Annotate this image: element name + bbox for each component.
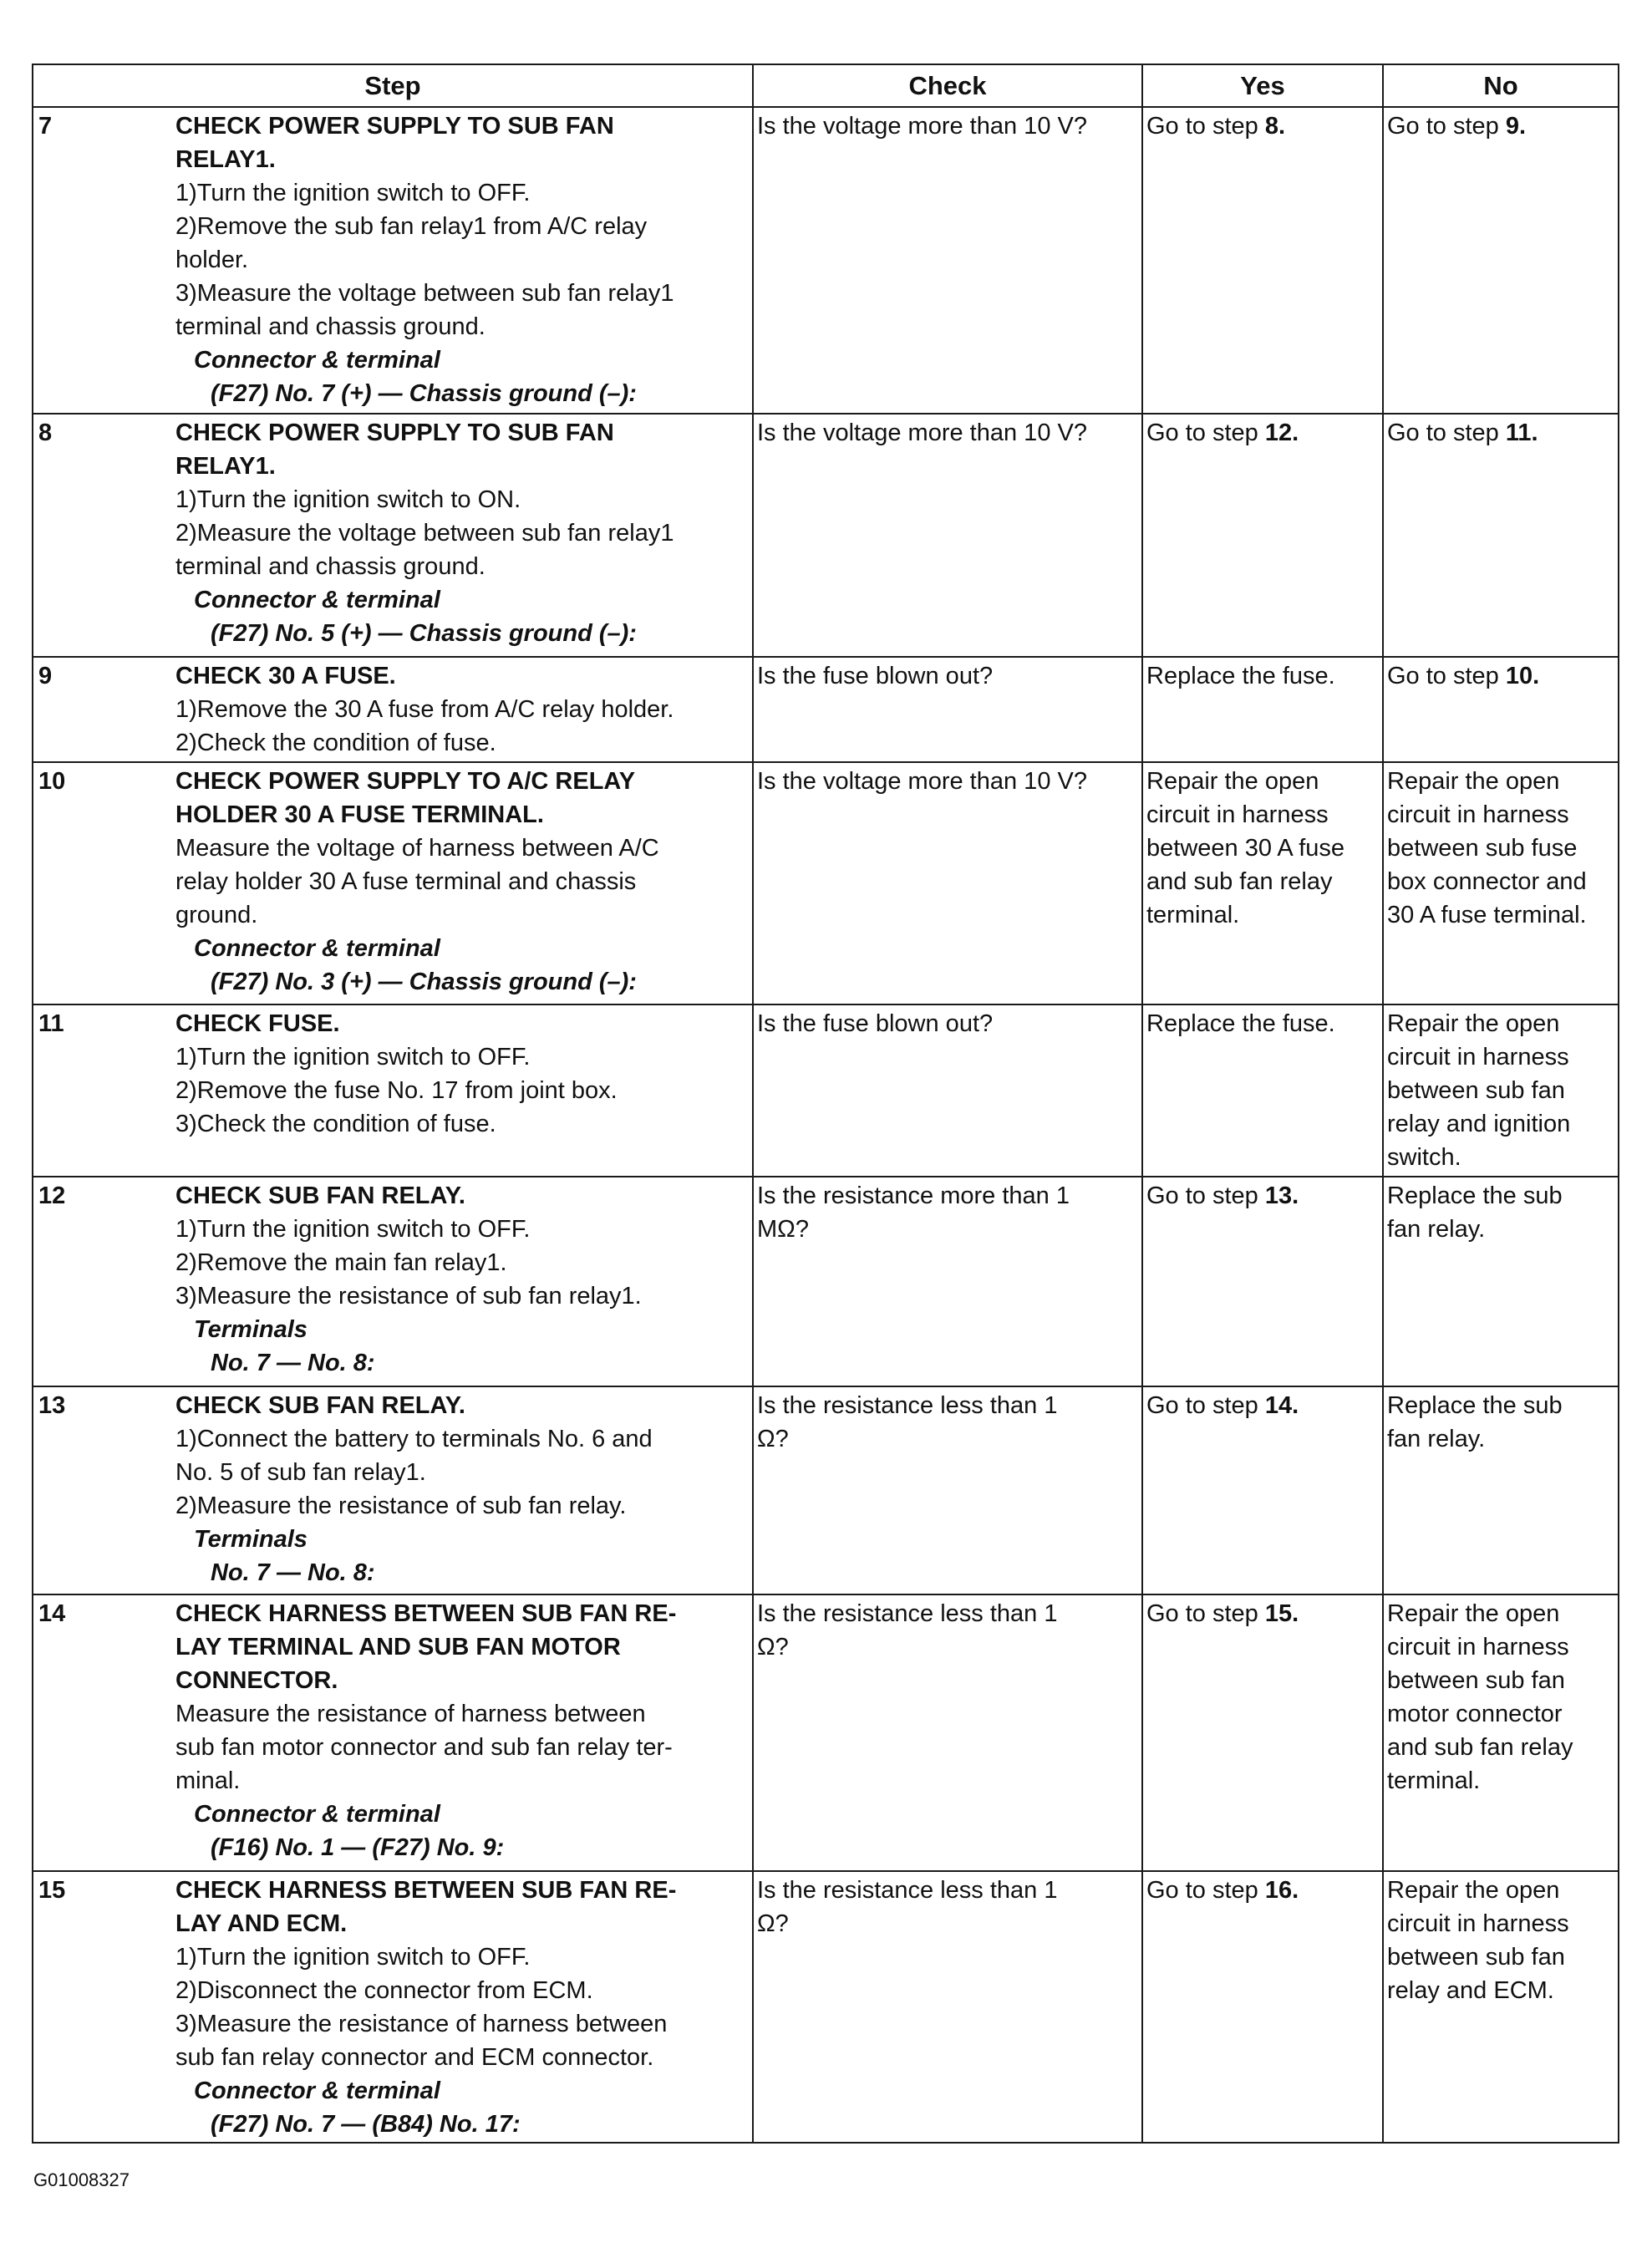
table-row — [33, 1004, 1619, 1177]
no-step-ref: 9. — [1505, 113, 1527, 140]
step-instruction-line: holder. — [175, 247, 249, 273]
no-line: relay and ignition — [1387, 1111, 1571, 1137]
step-cell — [33, 762, 753, 1004]
yes-line — [1146, 1597, 1379, 1630]
check-line: Is the resistance more than 1 — [757, 1182, 1070, 1209]
check-line: Is the voltage more than 10 V? — [757, 420, 1087, 446]
step-instruction-line: 1)Connect the battery to terminals No. 6 and — [175, 1426, 653, 1452]
no-content — [1384, 1595, 1618, 1798]
check-content — [754, 1387, 1141, 1456]
step-number: 7 — [38, 113, 53, 140]
yes-step-ref: 16. — [1264, 1877, 1299, 1904]
step-content — [33, 658, 752, 760]
table-row — [33, 107, 1619, 414]
step-instruction-line: 1)Turn the ignition switch to OFF. — [175, 1044, 531, 1071]
step-instruction-line: 3)Measure the resistance of sub fan relay1. — [175, 1283, 642, 1310]
check-line: Is the resistance less than 1 — [757, 1392, 1058, 1419]
yes-line — [1146, 1874, 1379, 1907]
step-title-line: RELAY1. — [175, 146, 276, 173]
step-instruction-line: 3)Measure the voltage between sub fan relay1 — [175, 280, 674, 307]
step-cell — [33, 1594, 753, 1871]
yes-line: circuit in harness — [1146, 801, 1329, 828]
step-instruction-line: sub fan motor connector and sub fan relay ter- — [175, 1734, 673, 1761]
step-cell — [33, 1004, 753, 1177]
yes-step-ref: 12. — [1264, 420, 1299, 446]
no-content — [1384, 763, 1618, 932]
check-line: Is the voltage more than 10 V? — [757, 768, 1087, 795]
yes-content — [1143, 1872, 1382, 1907]
header-no: No — [1383, 64, 1619, 107]
step-instruction-line: terminal and chassis ground. — [175, 553, 485, 580]
no-cell — [1383, 1177, 1619, 1386]
check-content — [754, 658, 1141, 693]
step-instruction-line: 1)Turn the ignition switch to OFF. — [175, 1944, 531, 1971]
no-cell — [1383, 762, 1619, 1004]
step-content — [33, 1177, 752, 1380]
no-line: between sub fan — [1387, 1667, 1565, 1694]
step-instruction-line: No. 5 of sub fan relay1. — [175, 1459, 426, 1486]
yes-text: Go to step — [1146, 1392, 1265, 1419]
step-title-line: RELAY1. — [175, 453, 276, 480]
check-content — [754, 1872, 1141, 1940]
step-instruction-line: sub fan relay connector and ECM connector. — [175, 2044, 654, 2071]
step-instruction-line: 1)Turn the ignition switch to ON. — [175, 486, 521, 513]
step-content — [33, 108, 752, 410]
step-title-line: CHECK SUB FAN RELAY. — [175, 1182, 465, 1209]
yes-line — [1146, 416, 1379, 450]
no-content — [1384, 1005, 1618, 1174]
diagnostic-table — [32, 64, 1619, 2144]
check-cell — [753, 1871, 1142, 2143]
no-content — [1384, 658, 1618, 693]
yes-content — [1143, 1177, 1382, 1213]
no-content — [1384, 414, 1618, 450]
no-line: 30 A fuse terminal. — [1387, 902, 1587, 928]
step-cell — [33, 414, 753, 657]
yes-cell — [1142, 1594, 1383, 1871]
step-instruction-line: 2)Remove the sub fan relay1 from A/C relay — [175, 213, 648, 240]
step-title-line: CHECK HARNESS BETWEEN SUB FAN RE- — [175, 1600, 677, 1627]
step-number: 11 — [38, 1010, 64, 1037]
step-instruction-line: 2)Measure the resistance of sub fan relay. — [175, 1493, 627, 1519]
no-line: Repair the open — [1387, 768, 1560, 795]
step-cell — [33, 1386, 753, 1594]
no-content — [1384, 1177, 1618, 1246]
step-title-line: CHECK POWER SUPPLY TO SUB FAN — [175, 113, 614, 140]
no-line: between sub fan — [1387, 1077, 1565, 1104]
check-cell — [753, 1594, 1142, 1871]
step-terminal-spec: (F27) No. 3 (+) — Chassis ground (–): — [211, 969, 637, 995]
step-cell — [33, 107, 753, 414]
check-cell — [753, 107, 1142, 414]
check-content — [754, 1005, 1141, 1040]
no-line — [1387, 416, 1614, 450]
no-line: switch. — [1387, 1144, 1461, 1171]
no-line: fan relay. — [1387, 1216, 1486, 1243]
no-line: Repair the open — [1387, 1010, 1560, 1037]
yes-line: Replace the fuse. — [1146, 663, 1335, 689]
step-subheading: Connector & terminal — [194, 1801, 440, 1828]
step-content — [33, 1872, 752, 2141]
step-instruction-line: terminal and chassis ground. — [175, 313, 485, 340]
step-content — [33, 763, 752, 999]
step-instruction-line: 3)Measure the resistance of harness between — [175, 2011, 668, 2037]
no-line: circuit in harness — [1387, 1634, 1569, 1661]
no-content — [1384, 1387, 1618, 1456]
step-instruction-line: Measure the voltage of harness between A/C — [175, 835, 659, 862]
step-body — [175, 1387, 752, 1589]
step-cell — [33, 1871, 753, 2143]
yes-content — [1143, 414, 1382, 450]
step-instruction-line: 1)Remove the 30 A fuse from A/C relay holder. — [175, 696, 674, 723]
step-instruction-line: 2)Check the condition of fuse. — [175, 730, 496, 756]
step-number: 9 — [38, 663, 53, 689]
yes-line: Replace the fuse. — [1146, 1010, 1335, 1037]
no-cell — [1383, 657, 1619, 762]
no-line — [1387, 659, 1614, 693]
step-content — [33, 1005, 752, 1141]
no-content — [1384, 108, 1618, 143]
check-cell — [753, 1177, 1142, 1386]
check-content — [754, 1177, 1141, 1246]
step-title-line: CHECK HARNESS BETWEEN SUB FAN RE- — [175, 1877, 677, 1904]
yes-step-ref: 13. — [1264, 1182, 1299, 1209]
check-line: Is the resistance less than 1 — [757, 1600, 1058, 1627]
step-instruction-line: Measure the resistance of harness between — [175, 1701, 646, 1727]
no-cell — [1383, 1594, 1619, 1871]
no-line: Repair the open — [1387, 1877, 1560, 1904]
step-subheading: Connector & terminal — [194, 347, 440, 374]
step-subheading: Connector & terminal — [194, 935, 440, 962]
step-body — [175, 414, 752, 650]
yes-line: Repair the open — [1146, 768, 1319, 795]
no-line: relay and ECM. — [1387, 1977, 1554, 2004]
step-number: 13 — [38, 1392, 66, 1419]
yes-content — [1143, 1595, 1382, 1630]
step-title-line: CHECK POWER SUPPLY TO A/C RELAY — [175, 768, 636, 795]
no-step-ref: 10. — [1505, 663, 1540, 689]
yes-line: and sub fan relay — [1146, 868, 1333, 895]
no-line: motor connector — [1387, 1701, 1563, 1727]
check-content — [754, 414, 1141, 450]
table-row — [33, 1386, 1619, 1594]
step-instruction-line: minal. — [175, 1767, 241, 1794]
step-body — [175, 1005, 752, 1141]
no-line: and sub fan relay — [1387, 1734, 1573, 1761]
step-title-line: CONNECTOR. — [175, 1667, 338, 1694]
no-line: Replace the sub — [1387, 1392, 1563, 1419]
check-cell — [753, 762, 1142, 1004]
yes-line: terminal. — [1146, 902, 1240, 928]
step-subheading: Terminals — [194, 1316, 308, 1343]
table-body — [33, 107, 1619, 2143]
yes-content — [1143, 1005, 1382, 1040]
no-line: circuit in harness — [1387, 1044, 1569, 1071]
step-body — [175, 1872, 752, 2141]
yes-text: Go to step — [1146, 1600, 1265, 1627]
step-number: 12 — [38, 1182, 66, 1209]
no-line: circuit in harness — [1387, 801, 1569, 828]
check-line: MΩ? — [757, 1216, 809, 1243]
step-terminal-spec: (F27) No. 5 (+) — Chassis ground (–): — [211, 620, 637, 647]
no-line: terminal. — [1387, 1767, 1481, 1794]
step-instruction-line: 2)Measure the voltage between sub fan relay1 — [175, 520, 674, 547]
check-line: Ω? — [757, 1426, 789, 1452]
no-cell — [1383, 1004, 1619, 1177]
step-number: 14 — [38, 1600, 66, 1627]
yes-content — [1143, 1387, 1382, 1422]
check-line: Ω? — [757, 1910, 789, 1937]
step-subheading: Connector & terminal — [194, 587, 440, 613]
header-yes: Yes — [1142, 64, 1383, 107]
no-line: fan relay. — [1387, 1426, 1486, 1452]
figure-id: G01008327 — [33, 2169, 130, 2190]
yes-step-ref: 8. — [1264, 113, 1286, 140]
step-title-line: HOLDER 30 A FUSE TERMINAL. — [175, 801, 544, 828]
step-body — [175, 1595, 752, 1864]
table-row — [33, 762, 1619, 1004]
no-cell — [1383, 1386, 1619, 1594]
no-text: Go to step — [1387, 663, 1506, 689]
step-body — [175, 1177, 752, 1380]
no-line: Replace the sub — [1387, 1182, 1563, 1209]
step-terminal-spec: No. 7 — No. 8: — [211, 1350, 375, 1376]
no-line: between sub fuse — [1387, 835, 1578, 862]
check-line: Is the fuse blown out? — [757, 663, 994, 689]
no-line: box connector and — [1387, 868, 1587, 895]
yes-cell — [1142, 657, 1383, 762]
yes-content — [1143, 763, 1382, 932]
yes-cell — [1142, 762, 1383, 1004]
header-check: Check — [753, 64, 1142, 107]
yes-content — [1143, 108, 1382, 143]
check-line: Is the voltage more than 10 V? — [757, 113, 1087, 140]
step-body — [175, 763, 752, 999]
yes-line — [1146, 1389, 1379, 1422]
step-subheading: Terminals — [194, 1526, 308, 1553]
check-cell — [753, 657, 1142, 762]
yes-line: between 30 A fuse — [1146, 835, 1345, 862]
step-instruction-line: 2)Disconnect the connector from ECM. — [175, 1977, 593, 2004]
no-cell — [1383, 107, 1619, 414]
step-instruction-line: 2)Remove the main fan relay1. — [175, 1249, 507, 1276]
step-terminal-spec: (F27) No. 7 — (B84) No. 17: — [211, 2111, 521, 2138]
yes-cell — [1142, 1004, 1383, 1177]
no-line: between sub fan — [1387, 1944, 1565, 1971]
step-title-line: CHECK 30 A FUSE. — [175, 663, 396, 689]
check-line: Is the resistance less than 1 — [757, 1877, 1058, 1904]
table-row — [33, 414, 1619, 657]
yes-cell — [1142, 1386, 1383, 1594]
table-row — [33, 1177, 1619, 1386]
step-instruction-line: 3)Check the condition of fuse. — [175, 1111, 496, 1137]
step-title-line: LAY AND ECM. — [175, 1910, 348, 1937]
step-terminal-spec: (F16) No. 1 — (F27) No. 9: — [211, 1834, 505, 1861]
step-cell — [33, 1177, 753, 1386]
step-terminal-spec: (F27) No. 7 (+) — Chassis ground (–): — [211, 380, 637, 407]
check-cell — [753, 414, 1142, 657]
header-step: Step — [33, 64, 753, 107]
yes-cell — [1142, 414, 1383, 657]
yes-line — [1146, 1179, 1379, 1213]
yes-step-ref: 14. — [1264, 1392, 1299, 1419]
step-title-line: CHECK SUB FAN RELAY. — [175, 1392, 465, 1419]
step-subheading: Connector & terminal — [194, 2078, 440, 2104]
yes-cell — [1142, 1177, 1383, 1386]
check-content — [754, 1595, 1141, 1664]
step-number: 10 — [38, 768, 66, 795]
step-instruction-line: 2)Remove the fuse No. 17 from joint box. — [175, 1077, 618, 1104]
step-instruction-line: 1)Turn the ignition switch to OFF. — [175, 1216, 531, 1243]
step-title-line: CHECK FUSE. — [175, 1010, 340, 1037]
no-line: circuit in harness — [1387, 1910, 1569, 1937]
check-cell — [753, 1386, 1142, 1594]
yes-text: Go to step — [1146, 113, 1265, 140]
yes-line — [1146, 109, 1379, 143]
step-cell — [33, 657, 753, 762]
yes-content — [1143, 658, 1382, 693]
check-line: Is the fuse blown out? — [757, 1010, 994, 1037]
step-instruction-line: ground. — [175, 902, 258, 928]
step-title-line: LAY TERMINAL AND SUB FAN MOTOR — [175, 1634, 621, 1661]
step-instruction-line: 1)Turn the ignition switch to OFF. — [175, 180, 531, 206]
step-title-line: CHECK POWER SUPPLY TO SUB FAN — [175, 420, 614, 446]
table-row — [33, 1594, 1619, 1871]
no-line: Repair the open — [1387, 1600, 1560, 1627]
table-header-row — [33, 64, 1619, 107]
no-line — [1387, 109, 1614, 143]
no-cell — [1383, 414, 1619, 657]
yes-text: Go to step — [1146, 1182, 1265, 1209]
yes-cell — [1142, 1871, 1383, 2143]
no-text: Go to step — [1387, 420, 1506, 446]
no-text: Go to step — [1387, 113, 1506, 140]
yes-cell — [1142, 107, 1383, 414]
step-body — [175, 108, 752, 410]
no-cell — [1383, 1871, 1619, 2143]
check-content — [754, 108, 1141, 143]
check-cell — [753, 1004, 1142, 1177]
step-content — [33, 1595, 752, 1864]
check-content — [754, 763, 1141, 798]
step-number: 15 — [38, 1877, 66, 1904]
step-content — [33, 414, 752, 650]
step-body — [175, 658, 752, 760]
table-row — [33, 657, 1619, 762]
no-content — [1384, 1872, 1618, 2007]
yes-text: Go to step — [1146, 1877, 1265, 1904]
check-line: Ω? — [757, 1634, 789, 1661]
step-number: 8 — [38, 420, 53, 446]
yes-text: Go to step — [1146, 420, 1265, 446]
step-instruction-line: relay holder 30 A fuse terminal and chassis — [175, 868, 637, 895]
step-terminal-spec: No. 7 — No. 8: — [211, 1559, 375, 1586]
yes-step-ref: 15. — [1264, 1600, 1299, 1627]
no-step-ref: 11. — [1505, 420, 1538, 446]
step-content — [33, 1387, 752, 1589]
table-row — [33, 1871, 1619, 2143]
